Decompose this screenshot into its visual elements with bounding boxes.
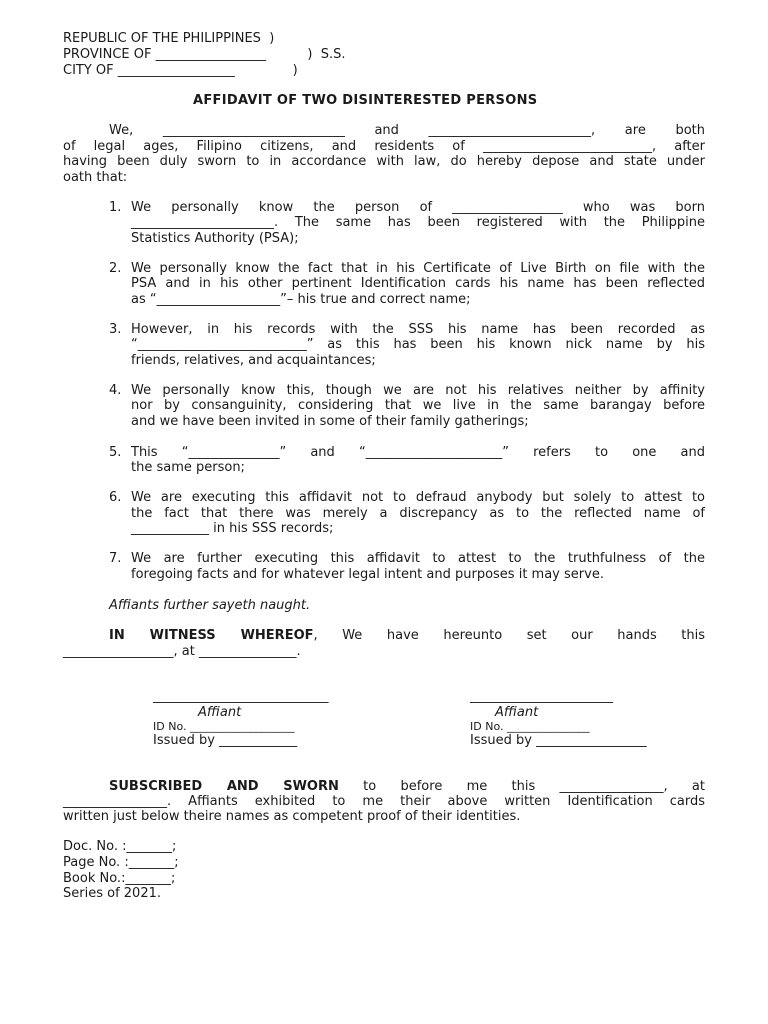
item-7-line-2: foregoing facts and for whatever legal intent and purposes it may serve.: [131, 567, 604, 582]
series-year: Series of 2021.: [63, 886, 161, 901]
affiant-1-issued: Issued by ____________: [153, 733, 298, 748]
item-6-line-1: We are executing this affidavit not to defraud anybody but solely to attest to: [131, 490, 705, 505]
witness-rest: , We have hereunto set our hands this: [313, 628, 706, 643]
item-3-number: 3.: [109, 322, 122, 337]
subscribed-bold: SUBSCRIBED AND SWORN: [109, 779, 339, 794]
affiant-2-signature-line: ______________________: [470, 689, 613, 704]
item-4-line-1: We personally know this, though we are not his relatives neither by affinity: [131, 383, 705, 398]
subscribed-line-1: [109, 779, 705, 794]
subscribed-line-2: ________________. Affiants exhibited to me their above written Identification cards: [63, 794, 705, 809]
intro-line-1: We, ____________________________ and _________________________, are both: [109, 123, 705, 138]
item-5-line-2: the same person;: [131, 460, 245, 475]
book-number: Book No.:_______;: [63, 871, 176, 886]
item-3-line-2: “__________________________” as this has been his known nick name by his: [131, 337, 705, 352]
affiant-1-signature-line: ___________________________: [153, 689, 329, 704]
affiant-2-issued: Issued by _________________: [470, 733, 647, 748]
item-4-line-3: and we have been invited in some of their family gatherings;: [131, 414, 529, 429]
item-5-line-1: This “______________” and “_____________________” refers to one and: [131, 445, 705, 460]
item-3-line-1: However, in his records with the SSS his name has been recorded as: [131, 322, 705, 337]
item-6-line-3: ____________ in his SSS records;: [131, 521, 334, 536]
item-2-line-1: We personally know the fact that in his Certificate of Live Birth on file with the: [131, 261, 705, 276]
header-province: PROVINCE OF _________________ ) S.S.: [63, 47, 346, 62]
item-1-line-2: ______________________. The same has been registered with the Philippine: [131, 215, 705, 230]
header-city: CITY OF __________________ ): [63, 63, 298, 78]
subscribed-line-3: written just below theire names as competent proof of their identities.: [63, 809, 521, 824]
item-7-line-1: We are further executing this affidavit to attest to the truthfulness of the: [131, 551, 705, 566]
item-2-line-3: as “___________________”– his true and correct name;: [131, 292, 471, 307]
item-4-line-2: nor by consanguinity, considering that we live in the same barangay before: [131, 398, 705, 413]
item-4-number: 4.: [109, 383, 122, 398]
affiant-2-id: ID No. _______________: [470, 720, 590, 733]
witness-bold: IN WITNESS WHEREOF: [109, 628, 314, 643]
header-republic: REPUBLIC OF THE PHILIPPINES ): [63, 31, 275, 46]
item-1-line-3: Statistics Authority (PSA);: [131, 231, 299, 246]
affiants-naught: Affiants further sayeth naught.: [109, 598, 311, 613]
document-title: AFFIDAVIT OF TWO DISINTERESTED PERSONS: [193, 93, 538, 108]
subscribed-rest: to before me this ________________, at: [338, 779, 705, 794]
item-3-line-3: friends, relatives, and acquaintances;: [131, 353, 376, 368]
doc-number: Doc. No. :_______;: [63, 839, 177, 854]
item-2-number: 2.: [109, 261, 122, 276]
affiant-2-label: Affiant: [495, 705, 539, 720]
intro-line-3: having been duly sworn to in accordance with law, do hereby depose and state under: [63, 154, 705, 169]
item-7-number: 7.: [109, 551, 122, 566]
item-1-line-1: We personally know the person of _________________ who was born: [131, 200, 705, 215]
page-number: Page No. :_______;: [63, 855, 179, 870]
item-6-line-2: the fact that there was merely a discrepancy as to the reflected name of: [131, 506, 705, 521]
item-5-number: 5.: [109, 445, 122, 460]
affiant-1-id: ID No. ___________________: [153, 720, 295, 733]
item-6-number: 6.: [109, 490, 122, 505]
witness-line-1: [109, 628, 705, 643]
intro-line-2: of legal ages, Filipino citizens, and residents of __________________________, after: [63, 139, 705, 154]
witness-line-2: _________________, at _______________.: [63, 644, 301, 659]
affiant-1-label: Affiant: [198, 705, 242, 720]
intro-line-4: oath that:: [63, 170, 128, 185]
item-2-line-2: PSA and in his other pertinent Identification cards his name has been reflected: [131, 276, 705, 291]
item-1-number: 1.: [109, 200, 122, 215]
